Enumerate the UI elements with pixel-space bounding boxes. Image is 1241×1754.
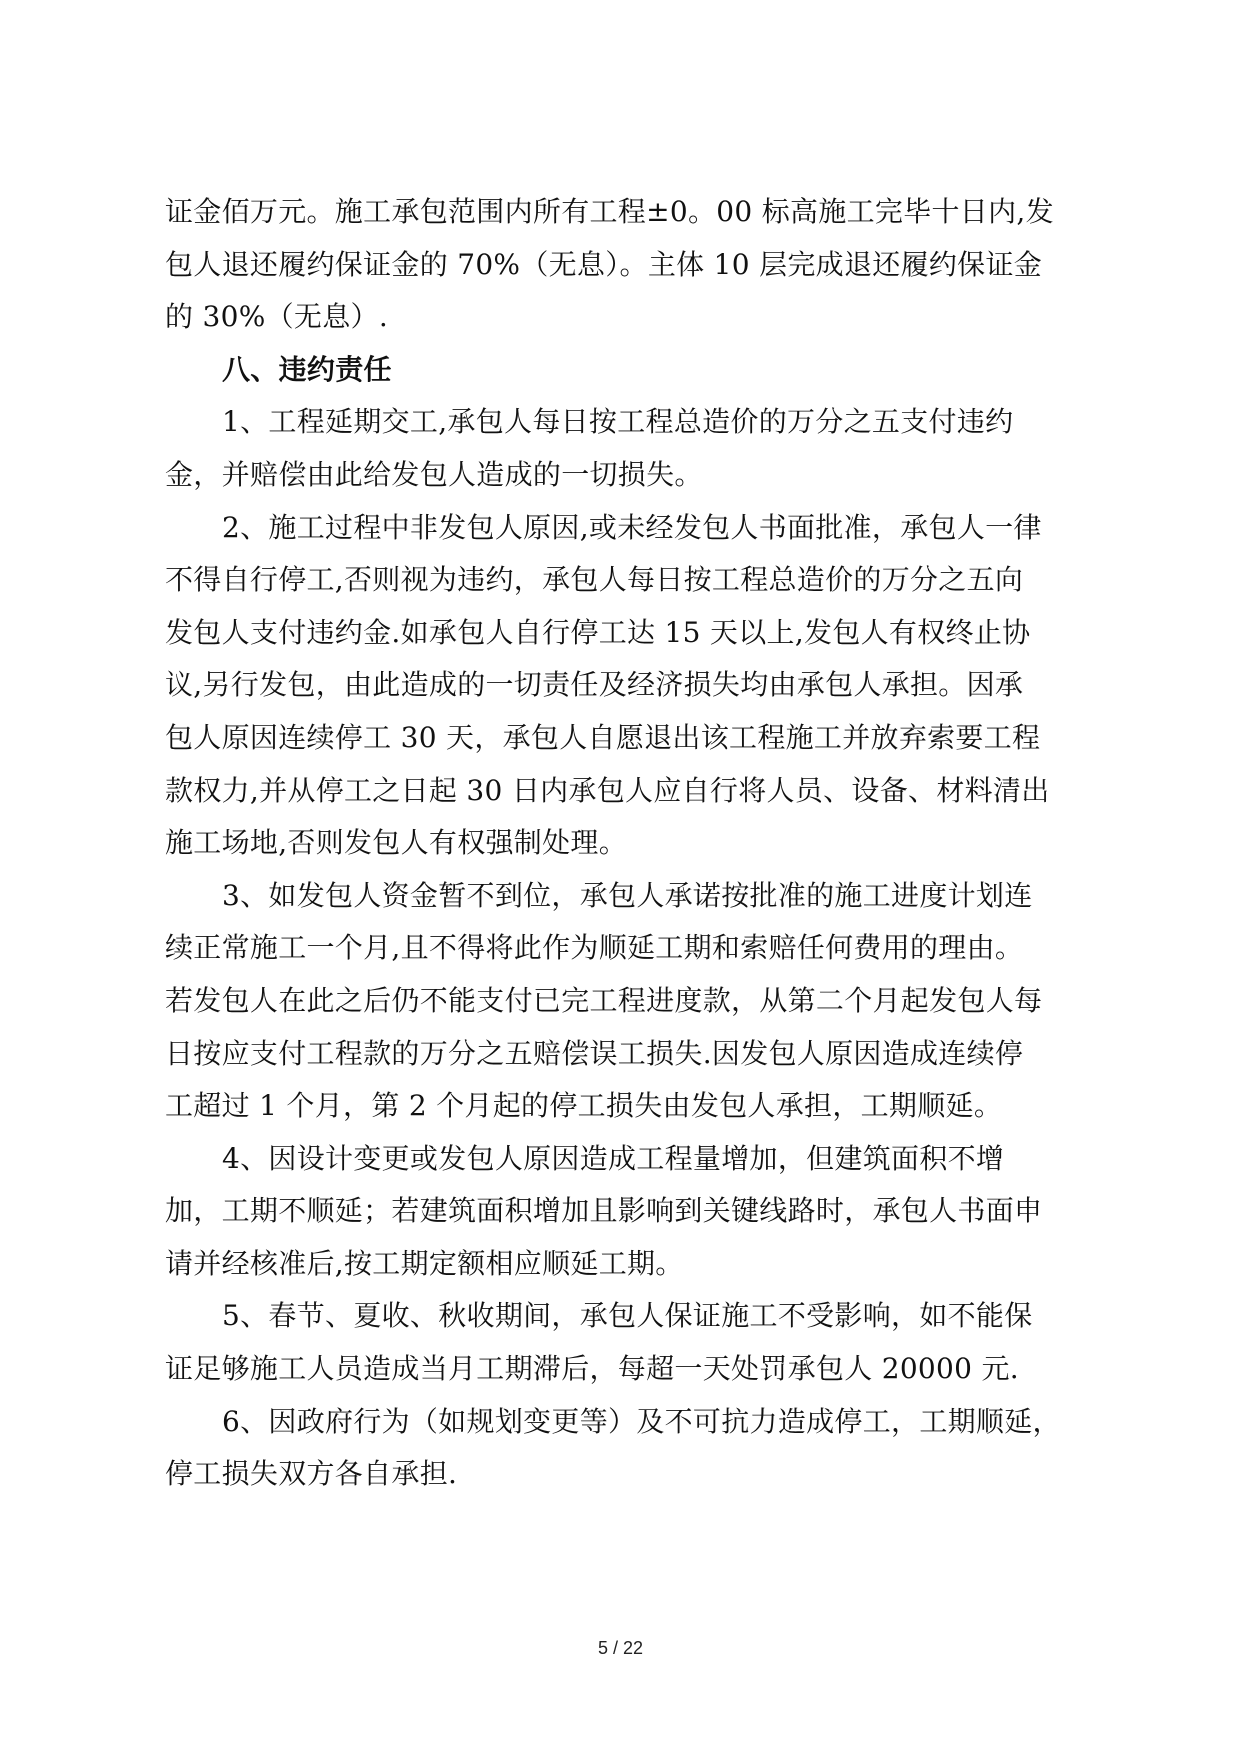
text-line: 的 30%（无息）. — [165, 300, 389, 334]
text-line: 证金佰万元。施工承包范围内所有工程±0。00 标高施工完毕十日内,发 — [165, 195, 1054, 228]
clause-2-line: 发包人支付违约金.如承包人自行停工达 15 天以上,发包人有权终止协 — [165, 615, 1031, 649]
clause-6-line: 停工损失双方各自承担. — [165, 1457, 458, 1491]
page-number: 5 / 22 — [597, 1638, 644, 1658]
clause-3-line: 工超过 1 个月，第 2 个月起的停工损失由发包人承担，工期顺延。 — [165, 1089, 1003, 1123]
clause-3-line: 3、如发包人资金暂不到位，承包人承诺按批准的施工进度计划连 — [222, 878, 1033, 912]
clause-3-line: 日按应支付工程款的万分之五赔偿误工损失.因发包人原因造成连续停 — [165, 1036, 1024, 1070]
clause-1-line: 金，并赔偿由此给发包人造成的一切损失。 — [165, 457, 703, 491]
clause-4-line: 4、因设计变更或发包人原因造成工程量增加，但建筑面积不增 — [222, 1141, 1005, 1175]
section-heading: 八、违约责任 — [222, 352, 392, 386]
clause-5-line: 5、春节、夏收、秋收期间，承包人保证施工不受影响，如不能保 — [222, 1299, 1033, 1333]
clause-4-line: 加，工期不顺延；若建筑面积增加且影响到关键线路时，承包人书面申 — [165, 1194, 1043, 1228]
document-body — [165, 186, 1077, 1501]
clause-2-line: 不得自行停工,否则视为违约，承包人每日按工程总造价的万分之五向 — [165, 563, 1024, 597]
clause-2-line: 议,另行发包，由此造成的一切责任及经济损失均由承包人承担。因承 — [165, 668, 1024, 702]
clause-1-line: 1、工程延期交工,承包人每日按工程总造价的万分之五支付违约 — [222, 405, 1014, 439]
clause-5-line: 证足够施工人员造成当月工期滞后，每超一天处罚承包人 20000 元. — [165, 1352, 1019, 1386]
clause-3-line: 续正常施工一个月,且不得将此作为顺延工期和索赔任何费用的理由。 — [165, 931, 1024, 965]
clause-2-line: 施工场地,否则发包人有权强制处理。 — [165, 826, 628, 860]
clause-2-line: 包人原因连续停工 30 天，承包人自愿退出该工程施工并放弃索要工程 — [165, 720, 1041, 754]
text-line: 包人退还履约保证金的 70%（无息）。主体 10 层完成退还履约保证金 — [165, 247, 1043, 281]
clause-2-line: 款权力,并从停工之日起 30 日内承包人应自行将人员、设备、材料清出 — [165, 773, 1050, 807]
clause-3-line: 若发包人在此之后仍不能支付已完工程进度款，从第二个月起发包人每 — [165, 983, 1043, 1017]
clause-2-line: 2、施工过程中非发包人原因,或未经发包人书面批准，承包人一律 — [222, 510, 1042, 544]
clause-4-line: 请并经核准后,按工期定额相应顺延工期。 — [165, 1246, 684, 1280]
clause-6-line: 6、因政府行为（如规划变更等）及不可抗力造成停工，工期顺延， — [222, 1404, 1061, 1438]
